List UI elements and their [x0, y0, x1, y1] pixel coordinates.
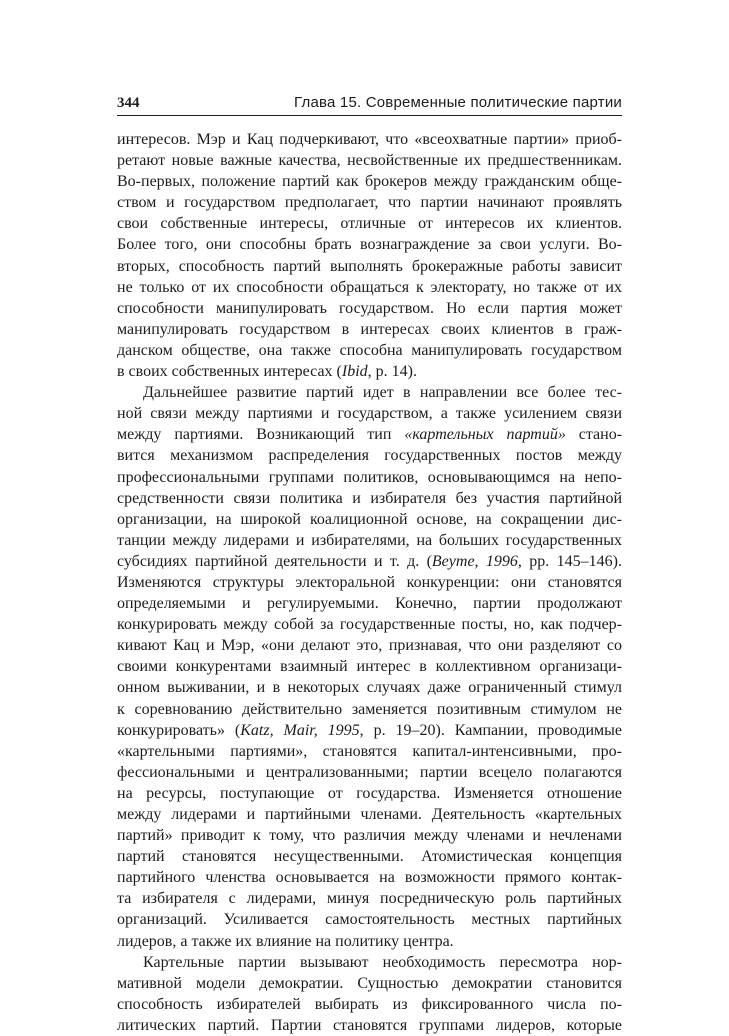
text-span: ством и государством предполагает, что партии начинают проявлять	[117, 194, 622, 212]
text-line	[117, 192, 622, 213]
text-line	[117, 445, 622, 466]
text-span: партий становятся несущественными. Атомистическая концепция	[117, 848, 622, 866]
text-line	[117, 973, 622, 994]
text-line	[117, 614, 622, 635]
text-line	[117, 593, 622, 614]
text-span: конкурировать» (	[117, 721, 241, 739]
text-span: способности манипулировать государством. Но если партия может	[117, 299, 622, 317]
text-line	[117, 720, 622, 741]
text-span: не только от их способности обращаться к электорату, но также от их	[117, 278, 622, 296]
text-span: та избирателя с лидерами, минуя посредническую роль партийных	[117, 890, 622, 908]
text-span: лидеров, а также их влияние на политику центра.	[117, 932, 454, 950]
text-span: , p. 19–20). Кампании, проводимые	[359, 721, 622, 739]
text-line	[117, 551, 622, 572]
text-line	[117, 340, 622, 361]
text-span: организаций. Усиливается самостоятельность местных партийных	[117, 911, 622, 929]
text-line	[117, 467, 622, 488]
text-span: между лидерами и партийными членами. Деятельность «картельных	[117, 806, 622, 823]
text-span: вится механизмом распределения государственных постов между	[117, 447, 622, 465]
text-line	[117, 867, 622, 888]
text-line	[117, 509, 622, 530]
text-span: способность избирателей выбирать из фиксированного числа по-	[117, 995, 622, 1013]
text-span: субсидиях партийной деятельности и т. д. (	[117, 552, 432, 570]
text-line	[117, 572, 622, 593]
text-line	[117, 783, 622, 804]
text-line	[117, 424, 622, 445]
text-line	[117, 319, 622, 340]
italic-text: Katz, Mair, 1995	[240, 721, 360, 739]
text-line	[117, 931, 622, 952]
text-span: фессиональными и централизованными; партии всецело полагаются	[117, 763, 622, 781]
text-line	[117, 256, 622, 277]
text-span: ретают новые важные качества, несвойственные их предшественникам.	[117, 152, 622, 170]
text-line	[117, 635, 622, 656]
text-span: организации, на широкой коалиционной основе, на сокращении дис-	[117, 510, 622, 528]
text-span: данском обществе, она также способна манипулировать государством	[117, 341, 622, 359]
text-line	[117, 361, 622, 382]
text-line	[117, 150, 622, 171]
running-header	[117, 93, 622, 117]
italic-text: Ibid	[341, 363, 368, 381]
text-line	[117, 699, 622, 720]
text-span: между партиями. Возникающий тип	[117, 426, 405, 444]
text-span: партийного членства основывается на возможности прямого контак-	[117, 869, 622, 887]
text-line	[117, 909, 622, 930]
text-line	[117, 804, 622, 825]
text-line	[117, 677, 622, 698]
text-line	[117, 994, 622, 1015]
text-line	[117, 277, 622, 298]
text-span: Дальнейшее развитие партий идет в направлении все более тес-	[143, 384, 622, 402]
text-span: , p. 14).	[367, 363, 417, 381]
text-span: литических партий. Партии становятся группами лидеров, которые	[117, 1016, 622, 1034]
text-span: своими конкурентами взаимный интерес в коллективном организаци-	[117, 658, 622, 676]
text-line	[117, 1015, 622, 1036]
text-span: манипулировать государством в интересах своих клиентов в граж-	[117, 320, 622, 338]
text-span: интересов. Мэр и Кац подчеркивают, что «всеохватные партии» приоб-	[117, 131, 622, 148]
text-line	[117, 171, 622, 192]
text-span: профессиональными группами политиков, основывающимся на непо-	[117, 468, 622, 486]
text-line	[117, 213, 622, 234]
text-line	[117, 846, 622, 867]
text-line	[117, 298, 622, 319]
text-line	[117, 952, 622, 973]
text-span: ной связи между партиями и государством, а также усилением связи	[117, 405, 622, 423]
text-span: конкурировать между собой за государственные посты, но, как подчер-	[117, 616, 622, 634]
text-span: Во-первых, положение партий как брокеров между гражданским обще-	[117, 173, 622, 191]
text-line	[117, 488, 622, 509]
text-span: кивают Кац и Мэр, «они делают это, признавая, что они разделяют со	[117, 637, 622, 655]
text-span: Изменяются структуры электоральной конкуренции: они становятся	[117, 573, 622, 591]
text-line	[117, 825, 622, 846]
text-span: в своих собственных интересах (	[117, 363, 342, 381]
text-line	[117, 888, 622, 909]
text-line	[117, 762, 622, 783]
header-rule	[117, 115, 622, 116]
text-span: свои собственные интересы, отличные от интересов их клиентов.	[117, 215, 622, 233]
text-span: Более того, они способны брать вознаграждение за свои услуги. Во-	[117, 236, 622, 254]
text-span: вторых, способность партий выполнять брокеражные работы зависит	[117, 257, 622, 275]
text-line	[117, 403, 622, 424]
italic-text: «картельных партий»	[404, 426, 566, 444]
body-text	[117, 129, 622, 1036]
text-span: на ресурсы, поступающие от государства. Изменяется отношение	[117, 784, 622, 802]
italic-text: Beyme, 1996	[431, 552, 518, 570]
text-span: онном выживании, и в некоторых случаях даже ограниченный стимул	[117, 679, 622, 697]
text-span: к соревнованию действительно заменяется позитивным стимулом не	[117, 700, 622, 718]
chapter-title: Глава 15. Современные политические партии	[294, 94, 622, 111]
text-span: танции между лидерами и избирателями, на больших государственных	[117, 531, 622, 549]
text-line	[117, 382, 622, 403]
text-span: , pp. 145–146).	[517, 552, 622, 570]
text-span: стано-	[565, 426, 622, 444]
page-number: 344	[117, 95, 140, 111]
text-span: мативной модели демократии. Сущностью демократии становится	[117, 974, 622, 992]
text-line	[117, 741, 622, 762]
text-span: «картельными партиями», становятся капитал-интенсивными, про-	[117, 742, 622, 760]
text-span: Картельные партии вызывают необходимость пересмотра нор-	[143, 953, 622, 971]
text-span: определяемыми и регулируемыми. Конечно, партии продолжают	[117, 595, 622, 613]
text-line	[117, 129, 622, 150]
text-line	[117, 234, 622, 255]
text-line	[117, 530, 622, 551]
text-line	[117, 656, 622, 677]
text-span: средственности связи политика и избирателя без участия партийной	[117, 489, 622, 507]
text-span: партий» приводит к тому, что различия между членами и нечленами	[117, 827, 622, 845]
